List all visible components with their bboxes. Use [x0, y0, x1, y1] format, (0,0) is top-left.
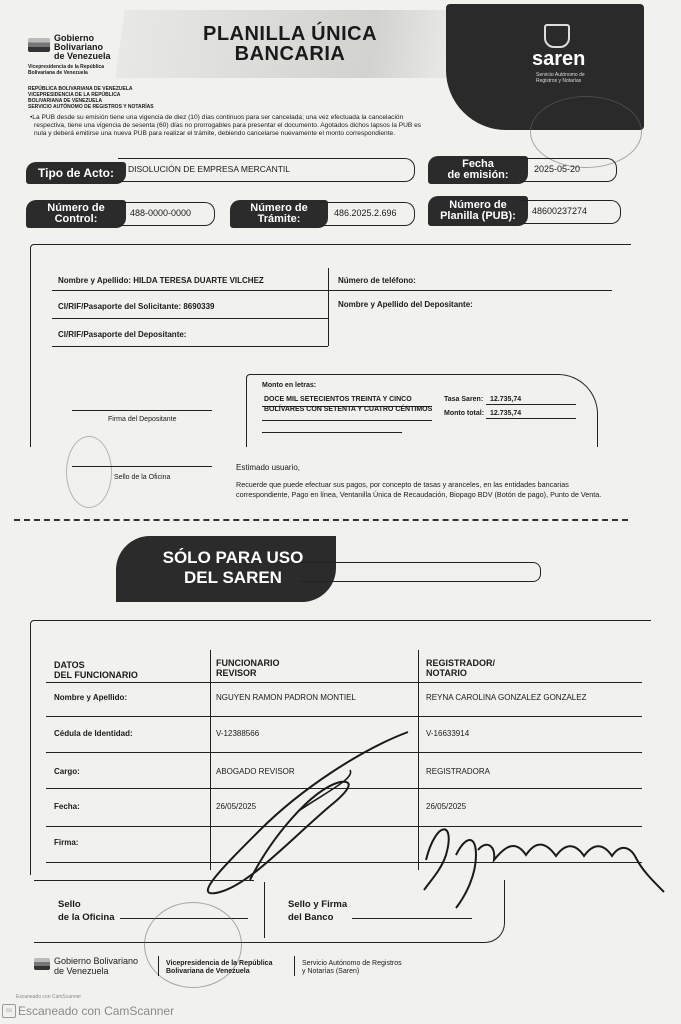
- col3-header-line2: NOTARIO: [426, 668, 467, 678]
- registrador-cargo: REGISTRADORA: [426, 767, 491, 776]
- recuerdo-text: [236, 480, 636, 500]
- institution-line2: VICEPRESIDENCIA DE LA REPÚBLICA: [28, 92, 121, 98]
- flag-icon: [28, 38, 50, 52]
- office-stamp-middle: [66, 436, 112, 508]
- depositante-ci: CI/RIF/Pasaporte del Depositante:: [58, 330, 187, 339]
- revisor-nombre: NGUYEN RAMON PADRON MONTIEL: [216, 693, 356, 702]
- row-label-firma: Firma:: [54, 838, 79, 847]
- page-title: [190, 24, 390, 64]
- notice-line1: •La PUB desde su emisión tiene una vigencia de diez (10) días continuos para ser cancelada; una vez efectuada la cancelación: [30, 114, 404, 121]
- estimado-usuario: Estimado usuario,: [236, 463, 301, 472]
- footer-vice: [166, 960, 272, 976]
- control-label: [26, 200, 126, 228]
- tipo-acto-label: Tipo de Acto:: [26, 162, 126, 184]
- row-label-cargo: Cargo:: [54, 767, 80, 776]
- solicitante-vertical: [328, 268, 329, 346]
- saren-emblem-icon: [544, 24, 570, 48]
- sello-oficina-label: Sello de la Oficina: [114, 474, 171, 481]
- tramite-label-line1: Número de: [250, 202, 308, 214]
- col3-header-line1: REGISTRADOR/: [426, 658, 496, 668]
- solicitante-nombre: Nombre y Apellido: HILDA TERESA DUARTE VILCHEZ: [58, 276, 264, 285]
- firma-depositante-label: Firma del Depositante: [108, 416, 177, 423]
- total-label: Monto total:: [444, 410, 485, 417]
- planilla-label-line1: Número de: [449, 199, 507, 211]
- row-label-nombre: Nombre y Apellido:: [54, 693, 128, 702]
- revisor-cargo: ABOGADO REVISOR: [216, 767, 295, 776]
- camscanner-icon: cs: [2, 1004, 16, 1018]
- col1-header-line2: DEL FUNCIONARIO: [54, 670, 138, 680]
- recuerdo-line2: correspondiente, Pago en línea, Ventanilla Única de Recaudación, Biopago BDV (Botón de pago), Punto de Venta.: [236, 490, 602, 499]
- gov-logo-line3: de Venezuela: [54, 51, 111, 61]
- registrador-cedula: V-16633914: [426, 729, 470, 738]
- col1-header: [54, 660, 138, 680]
- gov-logo-sub1: Vicepresidencia de la República: [28, 64, 105, 70]
- sello-oficina-line: [72, 466, 212, 467]
- scanner-watermark-small: Escaneado con CamScanner: [16, 994, 82, 1000]
- sello-banco-underline: [352, 918, 472, 919]
- monto-letras-3-line: [262, 432, 402, 433]
- tasa-label: Tasa Saren:: [444, 396, 484, 403]
- tramite-label: [230, 200, 328, 228]
- saren-only-title-line1: SÓLO PARA USO: [162, 548, 304, 567]
- institution-line3: BOLIVARIANA DE VENEZUELA: [28, 98, 103, 104]
- fecha-label-line1: Fecha: [462, 158, 494, 170]
- notice-line2: respectiva, tiene una vigencia de sesenta (60) días no prorrogables para presentar el documento. Agotados dichos lapsos la PUB es: [34, 122, 422, 129]
- sello-divider: [264, 882, 265, 938]
- validity-notice: [30, 114, 530, 138]
- row-label-fecha: Fecha:: [54, 802, 80, 811]
- saren-name: saren: [532, 48, 586, 70]
- solicitante-divider-2: [52, 318, 328, 319]
- col3-header: [426, 658, 495, 678]
- sello-top-line: [34, 880, 254, 881]
- col1-header-line1: DATOS: [54, 660, 85, 670]
- col2-header-line2: REVISOR: [216, 668, 257, 678]
- saren-banner-tail: [300, 562, 541, 582]
- firma-depositante-line: [72, 410, 212, 411]
- header-rule: [46, 682, 642, 683]
- institution-block: [28, 86, 154, 110]
- planilla-label: [428, 196, 528, 226]
- control-value: 488-0000-0000: [130, 208, 192, 218]
- footer-saren-line1: Servicio Autónomo de Registros: [302, 960, 402, 967]
- solicitante-divider-1: [52, 290, 612, 291]
- monto-label: Monto en letras:: [262, 382, 317, 389]
- notice-line3: nula y deberá emitirse una nueva PUB para realizar el trámite, debiendo cancelarse nuevamente el monto correspondiente.: [34, 130, 396, 137]
- monto-letras-2: BOLÍVARES CON SETENTA Y CUATRO CÉNTIMOS: [264, 406, 433, 413]
- footer-vice-line1: Vicepresidencia de la República: [166, 960, 273, 967]
- depositante-nombre: Nombre y Apellido del Depositante:: [338, 300, 473, 309]
- tramite-label-line2: Trámite:: [257, 213, 301, 225]
- col2-header: [216, 658, 280, 678]
- row-rule-1: [46, 716, 642, 717]
- cut-line: [14, 519, 628, 521]
- control-label-line2: Control:: [54, 213, 98, 225]
- registrador-nombre: REYNA CAROLINA GONZALEZ GONZALEZ: [426, 693, 587, 702]
- fecha-label: [428, 156, 528, 184]
- sello-oficina-title-line1: Sello: [58, 899, 81, 910]
- saren-sub2: Registros y Notarías: [536, 78, 582, 84]
- tasa-line: [486, 404, 576, 405]
- fecha-value: 2025-05-20: [534, 164, 581, 174]
- footer-divider-1: [158, 956, 159, 976]
- fecha-label-line2: de emisión:: [447, 169, 509, 181]
- gov-logo-line2: Bolivariano: [54, 42, 104, 52]
- monto-letras-1: DOCE MIL SETECIENTOS TREINTA Y CINCO: [264, 396, 412, 403]
- sello-banco-title: [288, 898, 347, 924]
- page-title-line1: PLANILLA ÚNICA: [202, 23, 378, 45]
- saren-only-title-line2: DEL SAREN: [184, 568, 282, 587]
- scanner-watermark: Escaneado con CamScanner: [18, 1004, 175, 1018]
- sello-oficina-title: [58, 898, 115, 924]
- saren-sub1: Servicio Autónomo de: [536, 72, 585, 78]
- col2-header-line1: FUNCIONARIO: [216, 658, 280, 668]
- total-value: 12.735,74: [490, 410, 522, 417]
- solicitante-divider-3: [52, 346, 328, 347]
- footer-gov-line2: de Venezuela: [54, 966, 109, 976]
- tipo-acto-value: DISOLUCIÓN DE EMPRESA MERCANTIL: [128, 164, 291, 174]
- planilla-label-line2: Planilla (PUB):: [440, 210, 516, 222]
- footer-saren-line2: y Notarías (Saren): [302, 968, 360, 975]
- recuerdo-line1: Recuerde que puede efectuar sus pagos, por concepto de tasas y aranceles, en las entidades bancarias: [236, 480, 569, 489]
- planilla-value: 48600237274: [532, 206, 588, 216]
- page-title-line2: BANCARIA: [234, 43, 346, 65]
- control-label-line1: Número de: [47, 202, 105, 214]
- monto-letras-2-line: [262, 420, 432, 421]
- solicitante-telefono: Número de teléfono:: [338, 276, 416, 285]
- revisor-fecha: 26/05/2025: [216, 802, 257, 811]
- footer-saren: [302, 960, 402, 976]
- footer-divider-2: [294, 956, 295, 976]
- footer-gov-line1: Gobierno Bolivariano: [54, 956, 139, 966]
- sello-oficina-title-line2: de la Oficina: [58, 912, 115, 923]
- total-line: [486, 418, 576, 419]
- gov-logo-sub2: Bolivariana de Venezuela: [28, 70, 88, 76]
- footer-flag-icon: [34, 958, 50, 970]
- gov-logo-line1: Gobierno: [54, 33, 94, 43]
- tramite-value: 486.2025.2.696: [334, 208, 397, 218]
- solicitante-ci: CI/RIF/Pasaporte del Solicitante: 8690339: [58, 302, 215, 311]
- revisor-cedula: V-12388566: [216, 729, 260, 738]
- row-label-cedula: Cédula de Identidad:: [54, 729, 133, 738]
- footer-vice-line2: Bolivariana de Venezuela: [166, 968, 250, 975]
- registrador-fecha: 26/05/2025: [426, 802, 467, 811]
- institution-line4: SERVICIO AUTÓNOMO DE REGISTROS Y NOTARÍAS: [28, 104, 154, 110]
- institution-line1: REPÚBLICA BOLIVARIANA DE VENEZUELA: [28, 86, 133, 92]
- sello-banco-title-line1: Sello y Firma: [288, 899, 348, 910]
- sello-banco-title-line2: del Banco: [288, 912, 334, 923]
- tasa-value: 12.735,74: [490, 396, 522, 403]
